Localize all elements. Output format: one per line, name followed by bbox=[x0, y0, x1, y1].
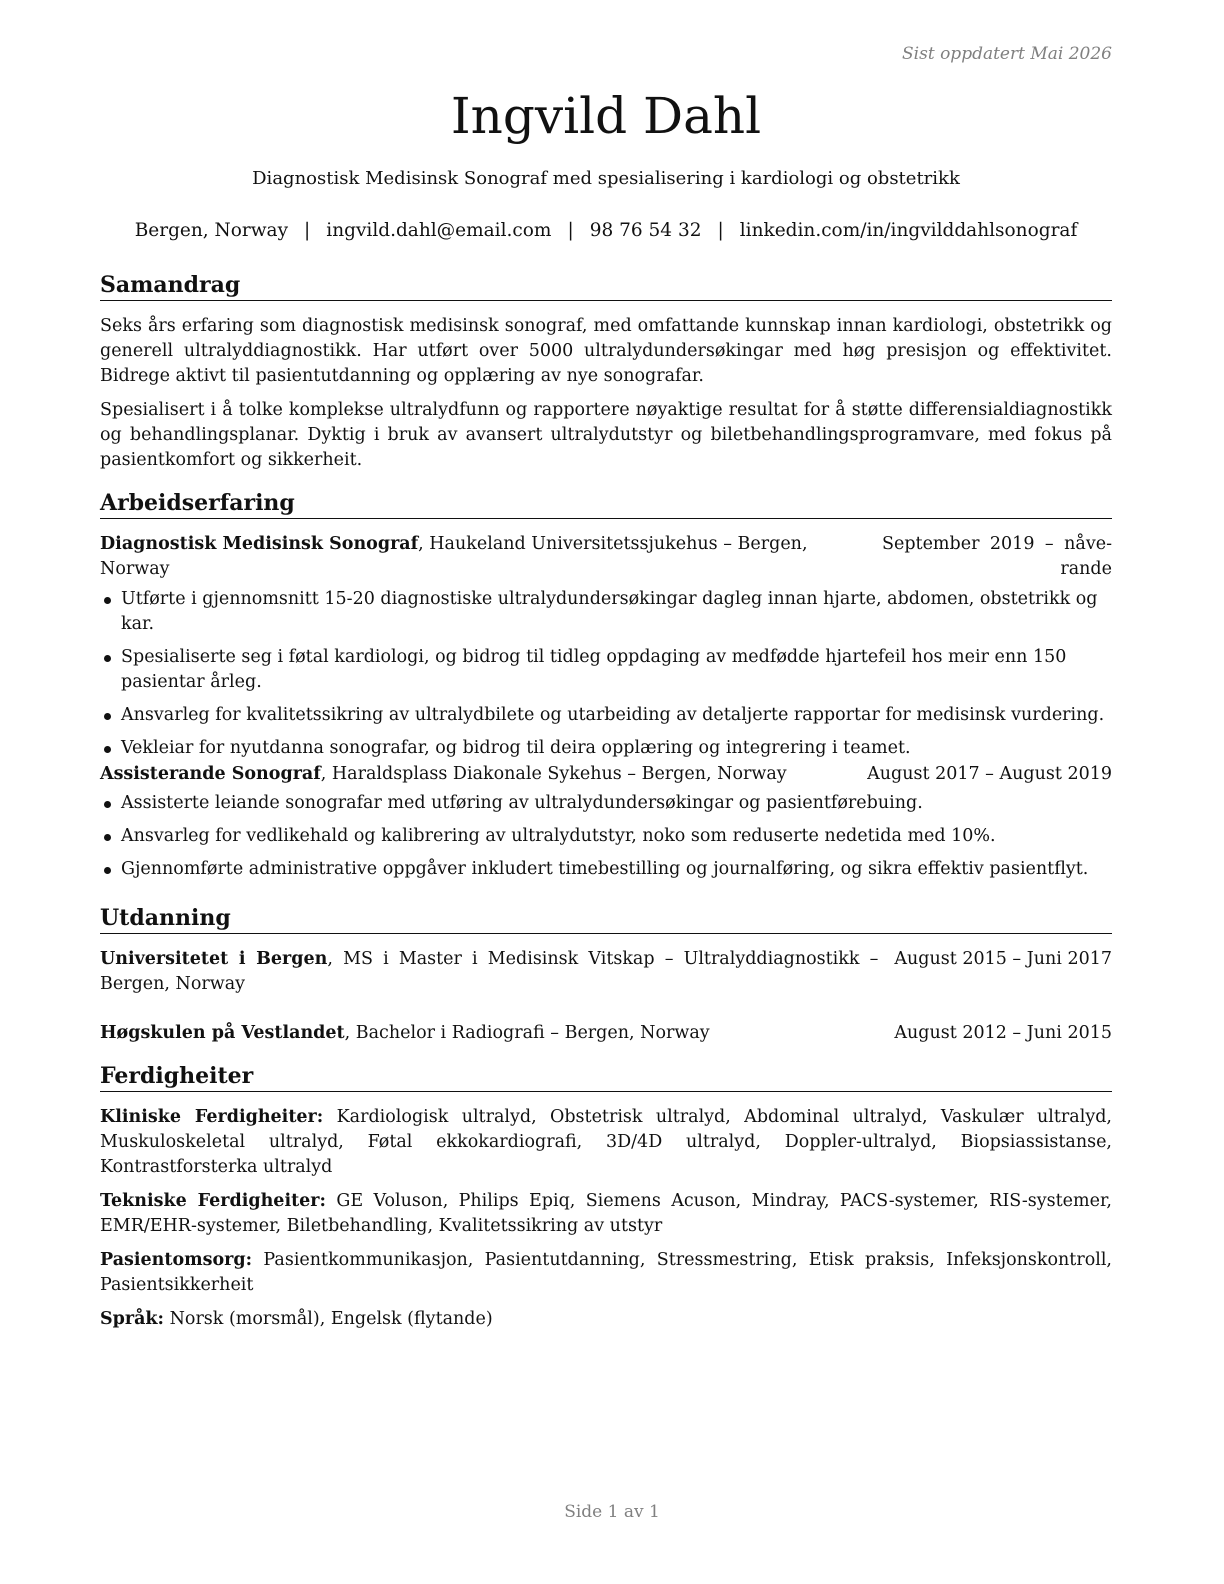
list-item: Gjennomførte administrative oppgåver inkludert timebestilling og journalføring, og sikra effektiv pasientflyt. bbox=[100, 857, 1112, 882]
education-entry bbox=[100, 1021, 1112, 1046]
skill-text: Norsk (morsmål), Engelsk (flytande) bbox=[164, 1309, 493, 1329]
education-degree bbox=[100, 1021, 878, 1046]
job-bullets bbox=[100, 791, 1112, 882]
candidate-name: Ingvild Dahl bbox=[450, 87, 762, 145]
skills-section bbox=[100, 1105, 1112, 1332]
skill-label: Kliniske Ferdigheiter: bbox=[100, 1107, 324, 1127]
skill-text: Kardiologisk ultralyd, Obstetrisk ultralyd, Abdominal ultralyd, Vaskulær ultralyd, Muskuloskeletal ultralyd, Føtal ekkokardiografi, 3D/4D ultralyd, Doppler-ultralyd, Biopsiassistanse, Kontrastforsterka ultralyd bbox=[100, 1107, 1112, 1177]
education-school: Universitetet i Bergen bbox=[100, 949, 328, 969]
job-employer: , Haraldsplass Diakonale Sykehus – Bergen, Norway bbox=[320, 764, 787, 784]
skill-text: GE Voluson, Philips Epiq, Siemens Acuson, Mindray, PACS-systemer, RIS-systemer, EMR/EHR-systemer, Biletbehandling, Kvalitetssikring av utstyr bbox=[100, 1191, 1112, 1236]
contact-separator: | bbox=[304, 220, 311, 241]
section-heading-skills: Ferdigheiter bbox=[100, 1062, 1112, 1092]
job-role bbox=[100, 532, 866, 582]
job-entry bbox=[100, 532, 1112, 769]
job-title: Diagnostisk Medisinsk Sonograf bbox=[100, 534, 419, 554]
section-heading-summary: Samandrag bbox=[100, 271, 1112, 301]
section-heading-education: Utdanning bbox=[100, 904, 1112, 934]
list-item: Assisterte leiande sonografar med utføring av ultralydundersøkingar og pasientførebuing. bbox=[100, 791, 1112, 816]
education-detail: , MS i Master i Medisinsk Vitskap – Ultralyddiagnostikk – Bergen, Norway bbox=[100, 949, 879, 994]
job-employer: , Haukeland Universitetssjukehus – Bergen, Norway bbox=[100, 534, 808, 579]
page-number: Side 1 av 1 bbox=[564, 1502, 660, 1522]
list-item: Vekleiar for nyutdanna sonografar, og bidrog til deira opplæring og integrering i teamet. bbox=[100, 736, 1112, 761]
contact-linkedin[interactable]: linkedin.com/in/ingvilddahlsonograf bbox=[739, 220, 1078, 241]
last-updated: Sist oppdatert Mai 2026 bbox=[902, 44, 1112, 64]
list-item: Utførte i gjennomsnitt 15-20 diagnostiske ultralydundersøkingar dagleg innan hjarte, abdomen, obstetrikk og kar. bbox=[100, 587, 1112, 637]
education-dates: August 2012 – Juni 2015 bbox=[894, 1023, 1112, 1043]
summary-section bbox=[100, 314, 1112, 473]
skill-label: Språk: bbox=[100, 1309, 165, 1329]
education-degree bbox=[100, 947, 878, 997]
education-detail: , Bachelor i Radiografi – Bergen, Norway bbox=[344, 1023, 710, 1043]
skill-group bbox=[100, 1307, 1112, 1332]
job-dates: September 2019 – nåverande bbox=[882, 534, 1112, 579]
contact-line bbox=[100, 219, 1112, 243]
skill-group bbox=[100, 1248, 1112, 1298]
skill-text: Pasientkommunikasjon, Pasientutdanning, Stressmestring, Etisk praksis, Infeksjonskontroll, Pasientsikkerheit bbox=[100, 1250, 1112, 1295]
education-school: Høgskulen på Vestlandet bbox=[100, 1023, 345, 1043]
summary-paragraph: Spesialisert i å tolke komplekse ultralydfunn og rapportere nøyaktige resultat for å støtte differensialdiagnostikk og behandlingsplanar. Dyktig i bruk av avansert ultralydutstyr og biletbehandlingsprogramvare, med fokus på pasientkomfort og sikkerheit. bbox=[100, 400, 1112, 470]
job-role bbox=[100, 762, 851, 787]
job-title: Assisterande Sonograf bbox=[100, 764, 321, 784]
education-dates: August 2015 – Juni 2017 bbox=[894, 949, 1112, 969]
contact-email[interactable]: ingvild.dahl@email.com bbox=[326, 220, 552, 241]
job-bullets bbox=[100, 587, 1112, 761]
job-entry bbox=[100, 762, 1112, 890]
contact-separator: | bbox=[717, 220, 724, 241]
list-item: Ansvarleg for kvalitetssikring av ultralydbilete og utarbeiding av detaljerte rapportar for medisinsk vurdering. bbox=[100, 703, 1112, 728]
job-header bbox=[100, 532, 1112, 582]
list-item: Ansvarleg for vedlikehald og kalibrering av ultralydutstyr, noko som reduserte nedetida med 10%. bbox=[100, 824, 1112, 849]
education-header bbox=[100, 1021, 1112, 1046]
contact-separator: | bbox=[567, 220, 574, 241]
skill-group bbox=[100, 1189, 1112, 1239]
summary-paragraph: Seks års erfaring som diagnostisk medisinsk sonograf, med omfattande kunnskap innan kardiologi, obstetrikk og generell ultralyddiagnostikk. Har utført over 5000 ultralydundersøkingar med høg presisjon og effektivitet. Bidrege aktivt til pasientutdanning og opplæring av nye sonografar. bbox=[100, 316, 1112, 386]
job-dates: August 2017 – August 2019 bbox=[867, 764, 1112, 784]
list-item: Spesialiserte seg i føtal kardiologi, og bidrog til tidleg oppdaging av medfødde hjartefeil hos meir enn 150 pasientar årleg. bbox=[100, 645, 1112, 695]
education-header bbox=[100, 947, 1112, 997]
section-heading-experience: Arbeidserfaring bbox=[100, 489, 1112, 519]
contact-phone: 98 76 54 32 bbox=[589, 220, 702, 241]
skill-group bbox=[100, 1105, 1112, 1180]
skill-label: Pasientomsorg: bbox=[100, 1250, 253, 1270]
professional-title: Diagnostisk Medisinsk Sonograf med spesialisering i kardiologi og obstetrikk bbox=[252, 168, 960, 189]
skill-label: Tekniske Ferdigheiter: bbox=[100, 1191, 326, 1211]
job-header bbox=[100, 762, 1112, 787]
contact-location: Bergen, Norway bbox=[134, 220, 289, 241]
education-entry bbox=[100, 947, 1112, 997]
